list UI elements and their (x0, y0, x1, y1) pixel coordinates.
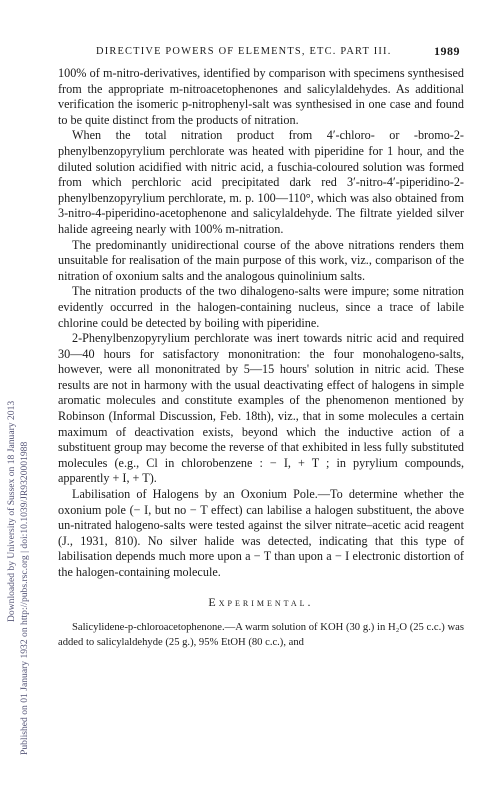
page-number: 1989 (434, 44, 460, 58)
running-header (58, 44, 464, 62)
paragraph-labilisation: Labilisation of Halogens by an Oxonium Pole.—To determine whether the oxonium pole (− I, but no − T effect) can labilise a halogen substituent, the above un-nitrated halogeno-salts were tested against the silver nitrate–acetic acid reagent (J., 1931, 810). No silver halide was detected, indicating that this type of labilisation depends much more upon a − T than upon a − I electronic distortion of the halogen-containing molecule. (58, 487, 464, 579)
section-heading-experimental: Experimental. (208, 594, 314, 609)
running-title: DIRECTIVE POWERS OF ELEMENTS, ETC. PART III. (96, 46, 392, 57)
paragraph-dihalogeno: The nitration products of the two dihalogeno-salts were impure; some nitration evidently occurred in the halogen-containing nucleus, since a trace of labile chlorine could be detected by boiling with piperidine. (58, 284, 464, 330)
paragraph-nitration-course: The predominantly unidirectional course of the above nitrations renders them unsuitable for realisation of the main purpose of this work, viz., comparison of the nitration of oxonium salts and the analogous quinolinium salts. (58, 237, 464, 283)
download-watermark (0, 0, 40, 791)
download-notice: Downloaded by University of Sussex on 18 January 2013 (6, 400, 17, 622)
paragraph-mononitration: 2-Phenylbenzopyrylium perchlorate was inert towards nitric acid and required 30—40 hours for satisfactory mononitration: the four monohalogeno-salts, however, were all mononitrated by 5—15 hours' solution in nitric acid. These results are not in harmony with the usual deactivating effect of halogens in simple aromatic molecules and constitute examples of the phenomenon mentioned by Robinson (Informal Discussion, Feb. 18th), viz., that in some molecules a certain maximum of deactivation exists, beyond which the inductive action of a substituent group may become the reverse of that exhibited in less fully substituted molecules (e.g., Cl in chlorobenzene : − I, + T ; in pyrylium compounds, apparently + I, + T). (58, 331, 464, 486)
journal-page (58, 44, 464, 650)
paragraph-piperidine: When the total nitration product from 4′-chloro- or -bromo-2-phenylbenzopyrylium perchlorate was heated with piperidine for 1 hour, and the diluted solution acidified with nitric acid, a fuschia-coloured solution was formed from which perchloric acid precipitated dark red 3′-nitro-4′-piperidino-2-phenylbenzopyrylium perchlorate, m. p. 100—110°, which was also obtained from 3-nitro-4-piperidino-acetophenone and salicylaldehyde. The filtrate yielded silver halide agreeing nearly with 100% m-nitration. (58, 128, 464, 236)
publication-notice: Published on 01 January 1932 on http://pubs.rsc.org | doi:10.1039/JR9320001988 (19, 441, 30, 755)
paragraph-continuation: 100% of m-nitro-derivatives, identified by comparison with specimens synthesised from the appropriate m-nitroacetophenones and salicylaldehydes. As additional verification the isomeric p-nitrophenyl-salt was synthesised in one case and found to be quite distinct from the products of nitration. (58, 66, 464, 127)
article-body (58, 66, 464, 581)
paragraph-salicylidene: Salicylidene-p-chloroacetophenone.—A warm solution of KOH (30 g.) in H₂O (25 c.c.) was added to salicylaldehyde (25 g.), 95% EtOH (80 c.c.), and (58, 621, 464, 648)
experimental-section (58, 620, 464, 650)
